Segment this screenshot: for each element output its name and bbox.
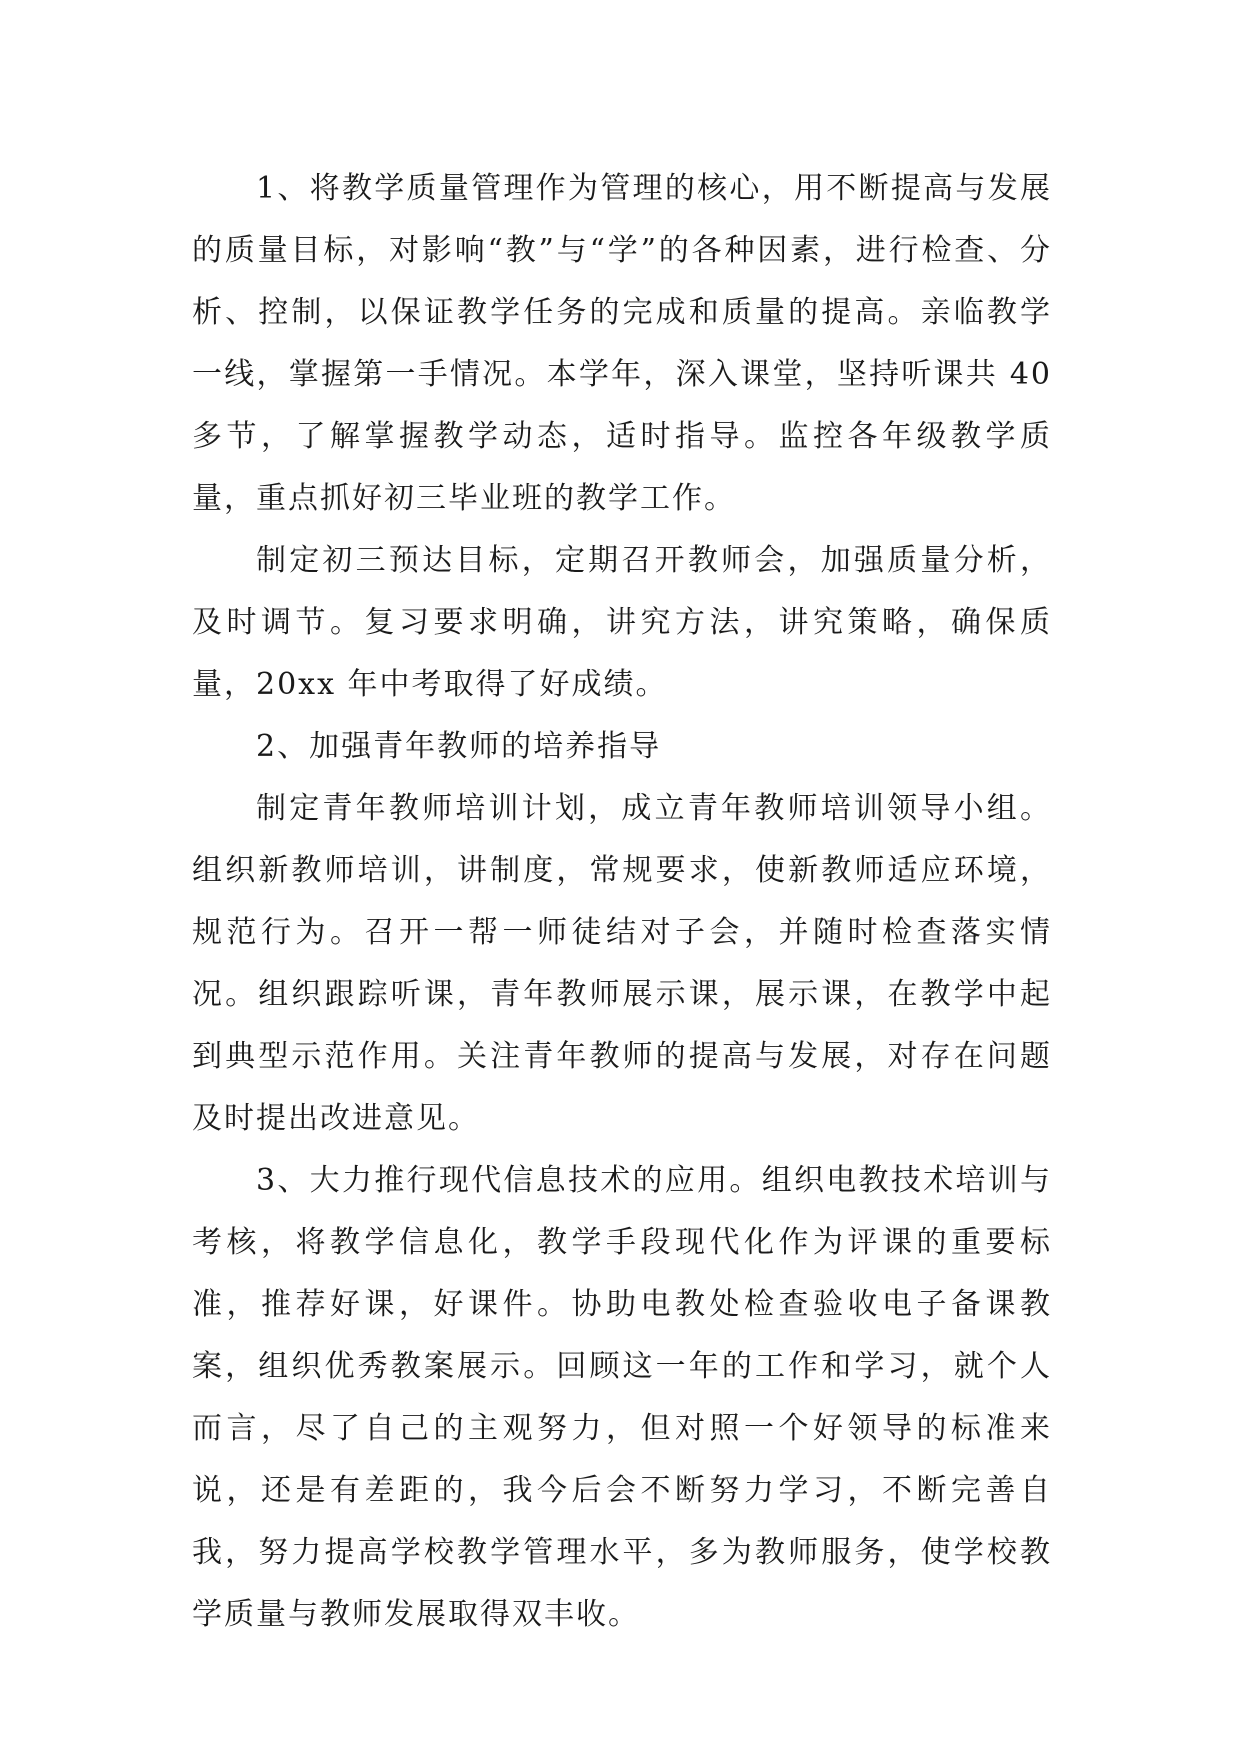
paragraph-information-technology: 3、大力推行现代信息技术的应用。组织电教技术培训与考核，将教学信息化，教学手段现代化作为评课的重要标准，推荐好课，好课件。协助电教处检查验收电子备课教案，组织优秀教案展示。回顾这一年的工作和学习，就个人而言，尽了自己的主观努力，但对照一个好领导的标准来说，还是有差距的，我今后会不断努力学习，不断完善自我，努力提高学校教学管理水平，多为教师服务，使学校教学质量与教师发展取得双丰收。 [192,1163,1052,1632]
section-heading-young-teachers: 2、加强青年教师的培养指导 [256,729,662,764]
paragraph-quality-management: 1、将教学质量管理作为管理的核心，用不断提高与发展的质量目标，对影响“教”与“学”的各种因素，进行检查、分析、控制，以保证教学任务的完成和质量的提高。亲临教学一线，掌握第一手情况。本学年，深入课堂，坚持听课共 40 多节，了解掌握教学动态，适时指导。监控各年级教学质量，重点抓好初三毕业班的教学工作。 [192,171,1052,516]
document-body [192,158,1052,1646]
paragraph-young-teacher-training: 制定青年教师培训计划，成立青年教师培训领导小组。组织新教师培训，讲制度，常规要求，使新教师适应环境，规范行为。召开一帮一师徒结对子会，并随时检查落实情况。组织跟踪听课，青年教师展示课，展示课，在教学中起到典型示范作用。关注青年教师的提高与发展，对存在问题及时提出改进意见。 [192,791,1052,1136]
paragraph-graduation-goals: 制定初三预达目标，定期召开教师会，加强质量分析，及时调节。复习要求明确，讲究方法，讲究策略，确保质量，20xx 年中考取得了好成绩。 [192,543,1052,702]
